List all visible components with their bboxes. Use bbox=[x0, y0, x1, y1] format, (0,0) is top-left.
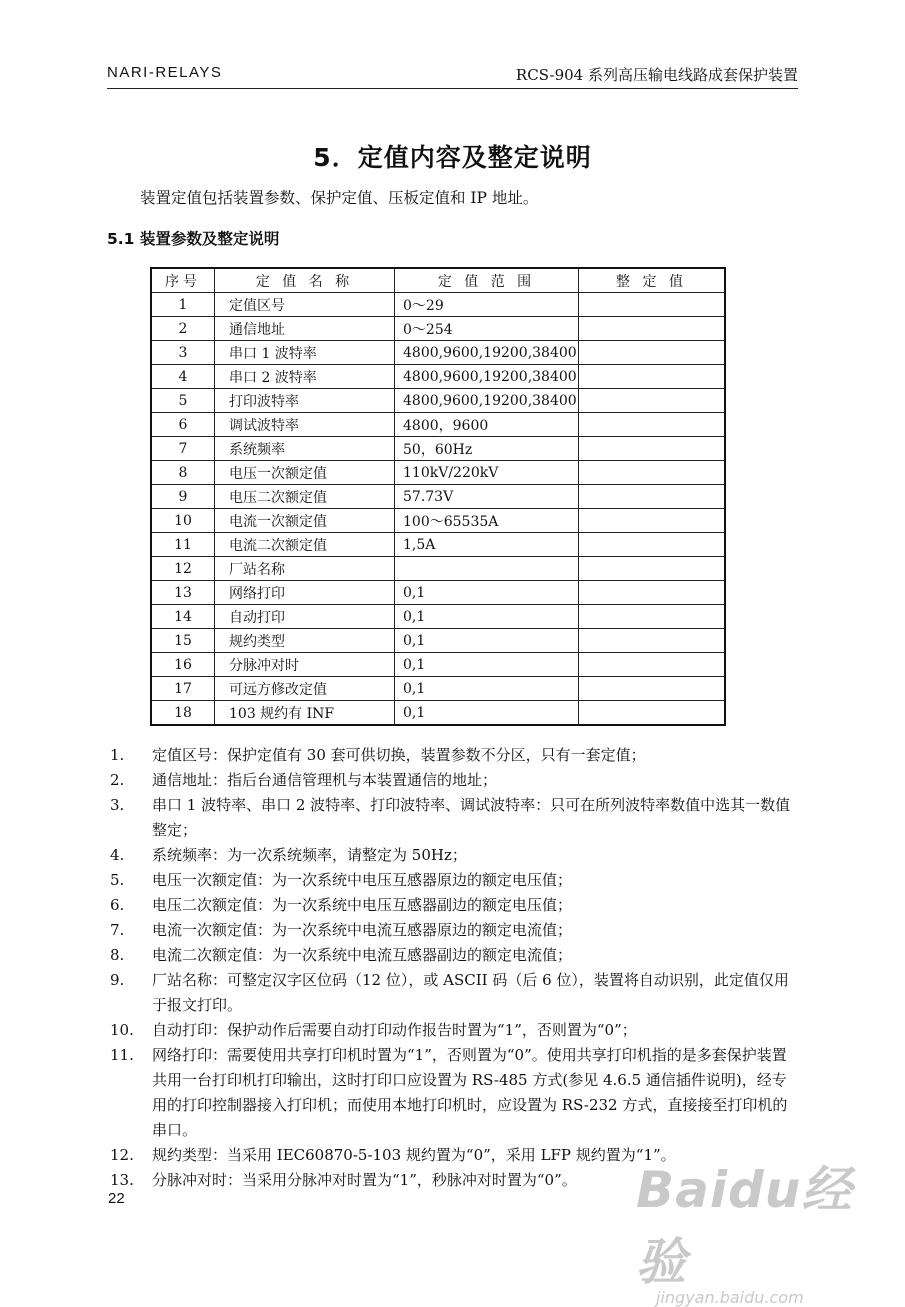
note-text: 定值区号：保护定值有 30 套可供切换，装置参数不分区，只有一套定值； bbox=[152, 746, 646, 764]
cell-range: 4800，9600 bbox=[395, 413, 579, 437]
cell-name: 定值区号 bbox=[215, 293, 395, 317]
notes-list bbox=[110, 743, 800, 1193]
note-text: 分脉冲对时：当采用分脉冲对时置为“1”，秒脉冲对时置为“0”。 bbox=[152, 1171, 577, 1189]
column-header-name: 定 值 名 称 bbox=[215, 268, 395, 293]
table-row bbox=[151, 437, 725, 461]
cell-range: 4800,9600,19200,38400 bbox=[395, 365, 579, 389]
cell-name: 打印波特率 bbox=[215, 389, 395, 413]
cell-setting bbox=[579, 533, 726, 557]
note-item bbox=[110, 843, 800, 868]
note-number: 6. bbox=[110, 896, 125, 914]
cell-setting bbox=[579, 413, 726, 437]
note-text: 自动打印：保护动作后需要自动打印动作报告时置为“1”，否则置为“0”； bbox=[152, 1021, 637, 1039]
cell-index: 3 bbox=[151, 341, 215, 365]
watermark bbox=[636, 1150, 856, 1307]
cell-index: 16 bbox=[151, 653, 215, 677]
note-item bbox=[110, 1018, 800, 1043]
table-row bbox=[151, 605, 725, 629]
cell-index: 5 bbox=[151, 389, 215, 413]
cell-range: 110kV/220kV bbox=[395, 461, 579, 485]
cell-setting bbox=[579, 293, 726, 317]
table-row bbox=[151, 677, 725, 701]
cell-setting bbox=[579, 653, 726, 677]
cell-range: 0～254 bbox=[395, 317, 579, 341]
note-text: 电流二次额定值：为一次系统中电流互感器副边的额定电流值； bbox=[152, 946, 573, 964]
note-text: 通信地址：指后台通信管理机与本装置通信的地址； bbox=[152, 771, 498, 789]
column-header-setting: 整 定 值 bbox=[579, 268, 726, 293]
cell-setting bbox=[579, 677, 726, 701]
section-heading: 5.1 装置参数及整定说明 bbox=[107, 230, 280, 248]
note-text: 串口 1 波特率、串口 2 波特率、打印波特率、调试波特率：只可在所列波特率数值中选其一数值整定； bbox=[152, 796, 791, 839]
note-text: 电压二次额定值：为一次系统中电压互感器副边的额定电压值； bbox=[152, 896, 573, 914]
table-row bbox=[151, 389, 725, 413]
cell-setting bbox=[579, 581, 726, 605]
parameter-table bbox=[150, 267, 726, 726]
cell-name: 通信地址 bbox=[215, 317, 395, 341]
cell-index: 7 bbox=[151, 437, 215, 461]
cell-index: 10 bbox=[151, 509, 215, 533]
note-text: 电压一次额定值：为一次系统中电压互感器原边的额定电压值； bbox=[152, 871, 573, 889]
note-number: 5. bbox=[110, 871, 125, 889]
table-body bbox=[151, 293, 725, 726]
table-row bbox=[151, 701, 725, 726]
cell-setting bbox=[579, 461, 726, 485]
table-row bbox=[151, 557, 725, 581]
cell-range: 0,1 bbox=[395, 653, 579, 677]
table-row bbox=[151, 461, 725, 485]
cell-name: 厂站名称 bbox=[215, 557, 395, 581]
cell-setting bbox=[579, 485, 726, 509]
note-number: 12. bbox=[110, 1146, 134, 1164]
page-number: 22 bbox=[108, 1190, 125, 1207]
note-text: 规约类型：当采用 IEC60870-5-103 规约置为“0”，采用 LFP 规约置为“1”。 bbox=[152, 1146, 676, 1164]
cell-range: 4800,9600,19200,38400 bbox=[395, 341, 579, 365]
cell-name: 规约类型 bbox=[215, 629, 395, 653]
cell-range: 0,1 bbox=[395, 629, 579, 653]
note-text: 系统频率：为一次系统频率，请整定为 50Hz； bbox=[152, 846, 467, 864]
cell-name: 可远方修改定值 bbox=[215, 677, 395, 701]
cell-name: 电压一次额定值 bbox=[215, 461, 395, 485]
note-item bbox=[110, 943, 800, 968]
cell-index: 12 bbox=[151, 557, 215, 581]
note-item bbox=[110, 768, 800, 793]
cell-setting bbox=[579, 701, 726, 726]
table-header-row bbox=[151, 268, 725, 293]
cell-range: 0,1 bbox=[395, 581, 579, 605]
header-company: NARI-RELAYS bbox=[107, 64, 223, 81]
cell-index: 4 bbox=[151, 365, 215, 389]
cell-index: 1 bbox=[151, 293, 215, 317]
table-row bbox=[151, 413, 725, 437]
cell-setting bbox=[579, 341, 726, 365]
page-header bbox=[107, 62, 798, 89]
cell-name: 电压二次额定值 bbox=[215, 485, 395, 509]
table-row bbox=[151, 317, 725, 341]
cell-name: 103 规约有 INF bbox=[215, 701, 395, 726]
table-row bbox=[151, 509, 725, 533]
cell-index: 17 bbox=[151, 677, 215, 701]
cell-range: 57.73V bbox=[395, 485, 579, 509]
cell-name: 系统频率 bbox=[215, 437, 395, 461]
cell-index: 13 bbox=[151, 581, 215, 605]
cell-index: 2 bbox=[151, 317, 215, 341]
cell-name: 串口 2 波特率 bbox=[215, 365, 395, 389]
note-text: 厂站名称：可整定汉字区位码（12 位），或 ASCII 码（后 6 位），装置将自动识别，此定值仅用于报文打印。 bbox=[152, 971, 789, 1014]
note-text: 电流一次额定值：为一次系统中电流互感器原边的额定电流值； bbox=[152, 921, 573, 939]
cell-setting bbox=[579, 605, 726, 629]
note-item bbox=[110, 793, 800, 843]
column-header-index: 序号 bbox=[151, 268, 215, 293]
cell-name: 电流二次额定值 bbox=[215, 533, 395, 557]
note-number: 8. bbox=[110, 946, 125, 964]
cell-range: 100～65535A bbox=[395, 509, 579, 533]
note-number: 7. bbox=[110, 921, 125, 939]
cell-setting bbox=[579, 437, 726, 461]
note-item bbox=[110, 868, 800, 893]
note-text: 网络打印：需要使用共享打印机时置为“1”，否则置为“0”。使用共享打印机指的是多套保护装置共用一台打印机打印输出，这时打印口应设置为 RS-485 方式(参见 4.6.5 通信插件说明)，经专用的打印控制器接入打印机；而使用本地打印机时，应设置为 RS-232 方式，直接接至打印机的串口。 bbox=[152, 1046, 788, 1139]
cell-range: 0,1 bbox=[395, 677, 579, 701]
header-document-title: RCS-904 系列高压输电线路成套保护装置 bbox=[515, 66, 798, 84]
cell-name: 调试波特率 bbox=[215, 413, 395, 437]
note-item bbox=[110, 1043, 800, 1143]
cell-setting bbox=[579, 389, 726, 413]
cell-setting bbox=[579, 365, 726, 389]
note-item bbox=[110, 918, 800, 943]
note-item bbox=[110, 968, 800, 1018]
cell-index: 15 bbox=[151, 629, 215, 653]
note-number: 13. bbox=[110, 1171, 134, 1189]
cell-name: 分脉冲对时 bbox=[215, 653, 395, 677]
cell-name: 串口 1 波特率 bbox=[215, 341, 395, 365]
cell-index: 6 bbox=[151, 413, 215, 437]
cell-range: 0,1 bbox=[395, 605, 579, 629]
cell-range: 1,5A bbox=[395, 533, 579, 557]
cell-setting bbox=[579, 557, 726, 581]
column-header-range: 定 值 范 围 bbox=[395, 268, 579, 293]
table-row bbox=[151, 485, 725, 509]
cell-setting bbox=[579, 629, 726, 653]
cell-index: 11 bbox=[151, 533, 215, 557]
note-number: 4. bbox=[110, 846, 125, 864]
cell-setting bbox=[579, 509, 726, 533]
note-number: 2. bbox=[110, 771, 125, 789]
intro-paragraph: 装置定值包括装置参数、保护定值、压板定值和 IP 地址。 bbox=[140, 189, 539, 207]
cell-setting bbox=[579, 317, 726, 341]
cell-index: 18 bbox=[151, 701, 215, 726]
note-number: 1. bbox=[110, 746, 125, 764]
note-item bbox=[110, 743, 800, 768]
cell-range: 4800,9600,19200,38400 bbox=[395, 389, 579, 413]
chapter-title: 5．定值内容及整定说明 bbox=[313, 143, 592, 172]
table-row bbox=[151, 581, 725, 605]
cell-range bbox=[395, 557, 579, 581]
table-row bbox=[151, 293, 725, 317]
cell-range: 0,1 bbox=[395, 701, 579, 726]
table-row bbox=[151, 653, 725, 677]
cell-range: 0～29 bbox=[395, 293, 579, 317]
note-item bbox=[110, 893, 800, 918]
cell-index: 14 bbox=[151, 605, 215, 629]
note-number: 3. bbox=[110, 796, 125, 814]
note-number: 11. bbox=[110, 1046, 134, 1064]
table-row bbox=[151, 533, 725, 557]
cell-index: 8 bbox=[151, 461, 215, 485]
note-number: 9. bbox=[110, 971, 125, 989]
cell-range: 50，60Hz bbox=[395, 437, 579, 461]
note-number: 10. bbox=[110, 1021, 134, 1039]
watermark-url: jingyan.baidu.com bbox=[656, 1288, 804, 1307]
cell-index: 9 bbox=[151, 485, 215, 509]
cell-name: 网络打印 bbox=[215, 581, 395, 605]
watermark-logo: Baidu经验 bbox=[636, 1161, 853, 1291]
cell-name: 自动打印 bbox=[215, 605, 395, 629]
table-row bbox=[151, 341, 725, 365]
table-row bbox=[151, 365, 725, 389]
cell-name: 电流一次额定值 bbox=[215, 509, 395, 533]
table-row bbox=[151, 629, 725, 653]
